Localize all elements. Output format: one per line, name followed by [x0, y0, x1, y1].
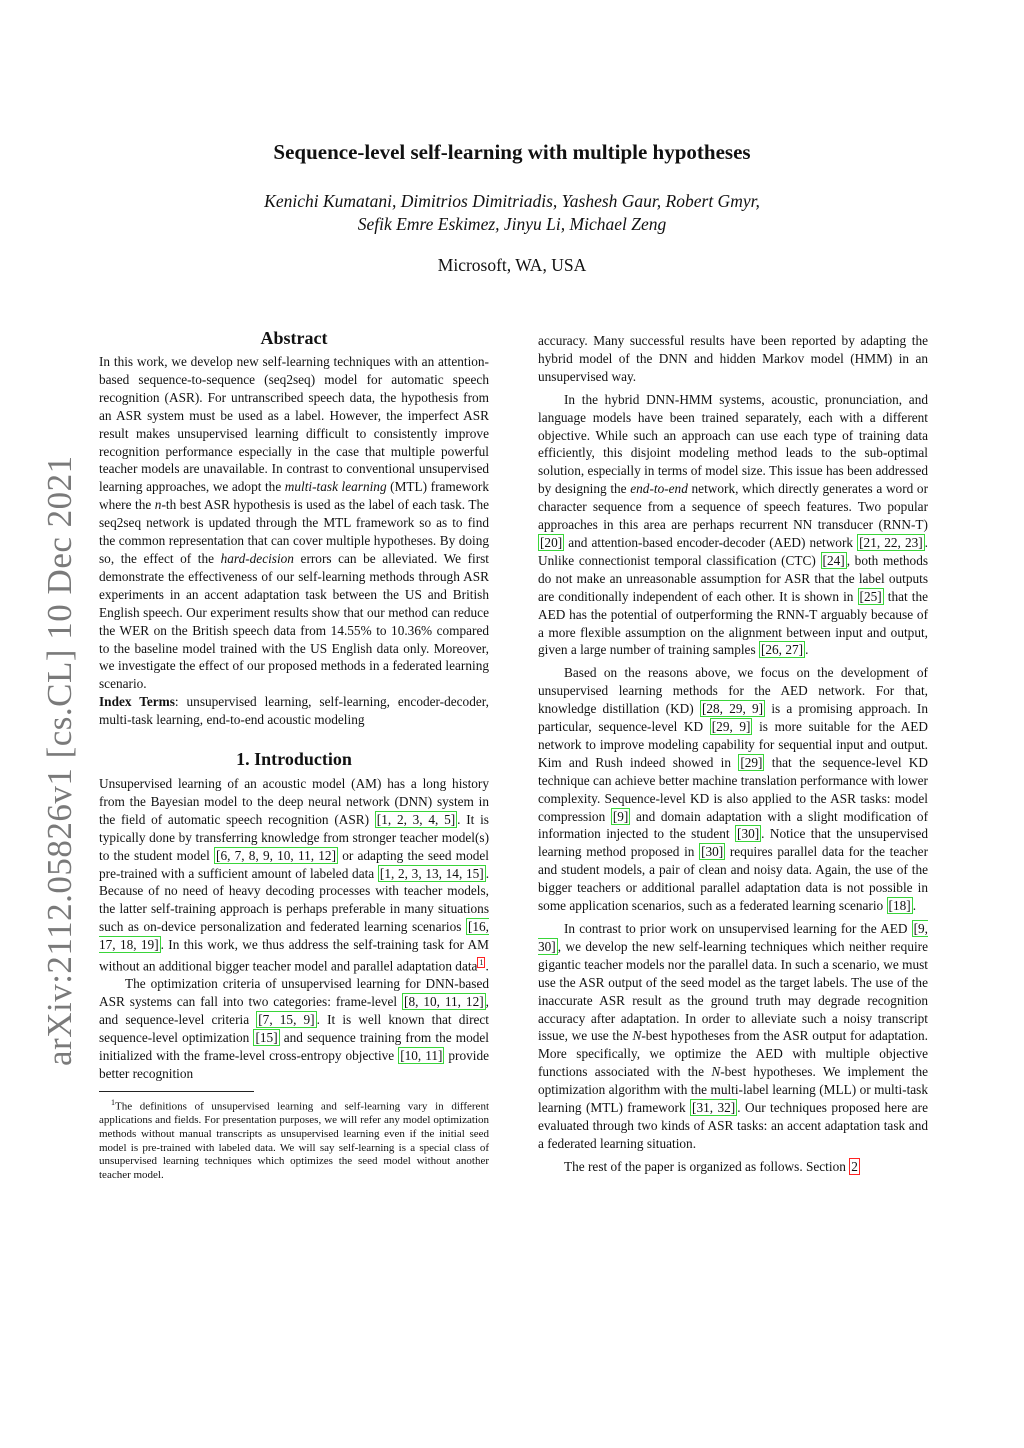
intro-paragraph-1: Unsupervised learning of an acoustic model (AM) has a long history from the Bayesian model to the deep neural network (DNN) system in the field of automatic speech recognition (ASR) [1, 2, 3, 4, 5] . It is typically done by transferring knowledge from stronger teacher model(s) to the student model [6, 7, 8, 9, 10, 11, 12] or adapting the seed model pre-trained with a sufficient amount of labeled data [1, 2, 3, 13, 14, 15] . Because of no need of heavy decoding processes with teacher models, the latter self-training approach is perhaps preferable in many situations such as on-device personalization and federated learning scenarios [16, 17, 18, 19] . In this work, we thus address the self-training task for AM without an additional bigger teacher model and parallel adaptation data $^1$ . [99, 776, 490, 974]
citation-link[interactable]: [6, 7, 8, 9, 10, 11, 12] [216, 847, 337, 863]
citation-link[interactable]: [25] [859, 588, 882, 604]
right-paragraph-4: In contrast to prior work on unsupervised learning for the AED [9, 30] , we develop the new self-learning techniques which neither require gigantic teacher models nor the parallel data. In such a scenario, we must use the ASR output of the seed model as the target labels. The use of the inaccurate ASR result as the ground truth may degrade recognition accuracy after adaptation. In order to alleviate such a noisy transcript issue, we use the N-best hypotheses from the ASR output for adaptation. More specifically, we optimize the AED with multiple objective functions associated with the N-best hypotheses. We implement the optimization algorithm with the multi-label learning (MLL) or multi-task learning (MTL) framework [31, 32] . Our techniques proposed here are evaluated through two kinds of ASR tasks: an accent adaptation task and a federated learning situation. [538, 921, 929, 1151]
right-paragraph-5: The rest of the paper is organized as follows. Section 2 [564, 1158, 858, 1174]
citation-link[interactable]: [1, 2, 3, 13, 14, 15] [379, 865, 484, 881]
footnote-marker[interactable]: 1 [479, 958, 484, 968]
citation-link[interactable]: [8, 10, 11, 12] [404, 994, 484, 1010]
abstract-body: In this work, we develop new self-learning techniques with an attention-based sequence-to-sequence (seq2seq) model for automatic speech recognition (ASR). For untranscribed speech data, the hypothesis from an ASR system must be used as a label. However, the imperfect ASR result makes unsupervised learning difficult to consistently improve recognition performance especially in the case that multiple powerful teacher models are unavailable. In contrast to conventional unsupervised learning approaches, we adopt the multi-task learning (MTL) framework where the n-th best ASR hypothesis is used as the label of each task. The seq2seq network is updated through the MTL framework so as to find the common representation that can cover multiple hypotheses. By doing so, the effect of the hard-decision errors can be alleviated. We first demonstrate the effectiveness of our self-learning methods through ASR experiments in an accent adaptation task between the US and British English speech. Our experiment results show that our method can reduce the WER on the British speech data from 14.55% to 10.36% compared to the baseline model trained with the US English data only. Moreover, we investigate the effect of our proposed methods in a federated learning scenario. [99, 354, 489, 692]
introduction-heading: 1. Introduction [236, 749, 352, 770]
footnote-rule [99, 1091, 254, 1092]
index-terms: Index Terms: unsupervised learning, self-learning, encoder-decoder, multi-task learning, end-to-end acoustic modeling [99, 694, 489, 728]
citation-link[interactable]: [24] [822, 552, 845, 568]
right-paragraph-2: In the hybrid DNN-HMM systems, acoustic, pronunciation, and language models have been trained separately, each with a different objective. While such an approach can use each type of training data efficiently, this disjoint modeling method leads to the sub-optimal solution, especially in terms of model size. This issue has been addressed by designing the end-to-end network, which directly generates a word or character sequence from a sequence of speech features. Two popular approaches in this area are perhaps recurrent NN transducer (RNN-T) [20] and attention-based encoder-decoder (AED) network [21, 22, 23] . Unlike connectionist temporal classification (CTC) [24] , both methods do not make an unreasonable assumption for ASR that the label outputs are conditionally independent of each other. It is shown in [25] that the AED has the potential of outperforming the RNN-T arguably because of a more flexible assumption on the alignment between input and output, given a large number of training samples [26, 27] . [538, 391, 929, 658]
citation-link[interactable]: [18] [888, 898, 911, 914]
citation-link[interactable]: [15] [255, 1030, 278, 1046]
citation-link[interactable]: [1, 2, 3, 4, 5] [376, 811, 456, 827]
citation-link[interactable]: [30] [701, 844, 724, 860]
citation-link[interactable]: [26, 27] [760, 642, 804, 658]
citation-link[interactable]: [16, 17, 18, 19] [99, 919, 490, 953]
citation-link[interactable]: [20] [540, 534, 563, 550]
citation-link[interactable]: [29] [740, 754, 763, 770]
citation-link[interactable]: [29, 9] [711, 719, 751, 735]
citation-link[interactable]: [7, 15, 9] [258, 1012, 315, 1028]
citation-link[interactable]: [31, 32] [692, 1100, 736, 1116]
author-list [0, 190, 1024, 236]
section-link[interactable]: 2 [851, 1158, 858, 1174]
citation-link[interactable]: [9, 30] [538, 921, 928, 954]
right-paragraph-1: accuracy. Many successful results have been reported by adapting the hybrid model of the DNN and hidden Markov model (HMM) in an unsupervised way. [538, 333, 928, 384]
affiliation: Microsoft, WA, USA [437, 255, 587, 275]
citation-link[interactable]: [30] [737, 826, 760, 842]
abstract-heading: Abstract [260, 328, 328, 348]
citation-link[interactable]: [28, 29, 9] [701, 701, 764, 717]
authors-line-1: Kenichi Kumatani, Dimitrios Dimitriadis, Yashesh Gaur, Robert Gmyr, [264, 191, 760, 211]
citation-link[interactable]: [21, 22, 23] [859, 534, 923, 550]
citation-link[interactable]: [10, 11] [400, 1048, 443, 1064]
right-paragraph-3: Based on the reasons above, we focus on the development of unsupervised learning methods for the AED network. For that, knowledge distillation (KD) [28, 29, 9] is a promising approach. In particular, sequence-level KD [29, 9] is more suitable for the AED network to improve modeling capability for sequential input and output. Kim and Rush indeed showed in [29] that the sequence-level KD technique can achieve better machine translation performance with lower complexity. Sequence-level KD is also applied to the ASR tasks: model compression [9] and domain adaptation with a slight modification of information injected to the student [30] . Notice that the unsupervised learning method proposed in [30] requires parallel data for the teacher and student models, a pair of clean and noisy data. Again, the use of the bigger teachers or additional parallel adaptation data is not possible in some application scenarios, such as a federated learning scenario [18] . [538, 665, 929, 914]
right-column [538, 332, 928, 1176]
citation-link[interactable]: [9] [612, 808, 629, 824]
left-column [99, 326, 489, 1183]
paper-title: Sequence-level self-learning with multiple hypotheses [273, 140, 751, 164]
authors-line-2: Sefik Emre Eskimez, Jinyu Li, Michael Zeng [357, 214, 667, 234]
arxiv-identifier[interactable]: arXiv:2112.05826v1 [cs.CL] 10 Dec 2021 [40, 455, 79, 1066]
footnote-1: $^1$The definitions of unsupervised learning and self-learning vary in different applications and fields. For presentation purposes, we will refer any model optimization methods without manual transcripts as unsupervised learning even if the initial seed model is pre-trained with labeled data. We will say self-learning is a special class of unsupervised learning techniques which optimizes the seed model without another teacher model. [99, 1097, 489, 1182]
intro-paragraph-2: The optimization criteria of unsupervised learning for DNN-based ASR systems can fall into two categories: frame-level [8, 10, 11, 12] , and sequence-level criteria [7, 15, 9] . It is well known that direct sequence-level optimization [15] and sequence training from the model initialized with the frame-level cross-entropy objective [10, 11] provide better recognition [99, 976, 490, 1081]
